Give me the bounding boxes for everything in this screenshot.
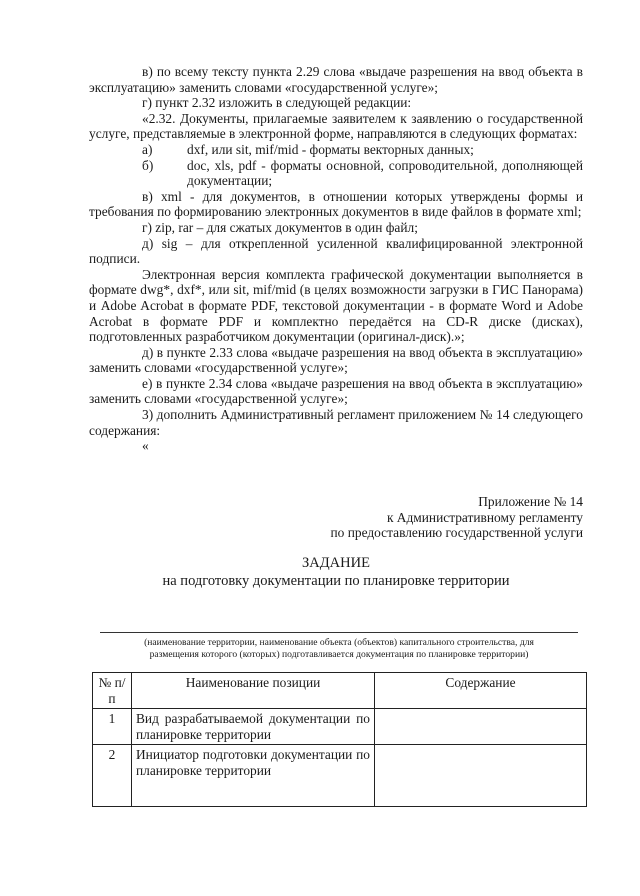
list-item-b [89, 158, 583, 189]
table-row [93, 745, 587, 807]
list-text: doc, xls, pdf - форматы основной, сопроводительной, дополняющей документации; [187, 157, 583, 189]
paragraph-electronic: Электронная версия комплекта графической документации выполняется в формате dwg*, dxf*, или sit, mif/mid (в целях возможности загрузки в ГИС Панорама) и Adobe Acrobat в формате PDF, текстовой документации - в формате Word и Adobe Acrobat в формате PDF и комплектно передаётся на CD-R диске (дисках), подготовленных разработчиком документации (оригинал-диск).»; [89, 266, 583, 345]
list-marker: а) [142, 141, 153, 157]
paragraph-xml: в) xml - для документов, в отношении которых утверждены формы и требования по формированию электронных документов в виде файлов в формате xml; [89, 188, 583, 220]
paragraph-3: 3) дополнить Административный регламент приложением № 14 следующего содержания: [89, 407, 583, 438]
paragraph-2-34: е) в пункте 2.34 слова «выдаче разрешения на ввод объекта в эксплуатацию» заменить словами «государственной услуге»; [89, 375, 583, 407]
paragraph-g: г) пункт 2.32 изложить в следующей редакции: [142, 95, 412, 111]
caption-line-2: размещения которого (которых) подготавливается документация по планировке территории) [149, 649, 529, 660]
appendix-line-3: по предоставлению государственной услуги [330, 525, 583, 541]
list-item-a [89, 142, 583, 158]
row-name-text: Вид разрабатываемой документации по планировке территории [136, 711, 370, 742]
paragraph-2-32: «2.32. Документы, прилагаемые заявителем к заявлению о государственной услуге, представляемые в электронной форме, направляются в следующих форматах: [89, 110, 583, 142]
body-text [89, 64, 583, 454]
title-main: ЗАДАНИЕ [302, 555, 370, 571]
paragraph-zip: г) zip, rar – для сжатых документов в один файл; [142, 219, 418, 235]
paragraph-sig: д) sig – для открепленной усиленной квалифицированной электронной подписи. [89, 235, 583, 267]
row-content [375, 745, 587, 807]
row-content [375, 709, 587, 745]
quote-open: « [142, 438, 149, 454]
task-table [92, 672, 587, 807]
list-marker: б) [142, 157, 154, 173]
list-text: dxf, или sit, mif/mid - форматы векторных данных; [187, 141, 474, 157]
paragraph-2-33: д) в пункте 2.33 слова «выдаче разрешения на ввод объекта в эксплуатацию» заменить словами «государственной услуге»; [89, 344, 583, 376]
appendix-header [89, 494, 583, 541]
row-number: 1 [93, 709, 132, 745]
header-position: Наименование позиции [132, 673, 375, 709]
fill-in-caption [89, 637, 589, 661]
appendix-line-2: к Административному регламенту [386, 509, 583, 525]
row-number: 2 [93, 745, 132, 807]
table-row [93, 709, 587, 745]
title-sub: на подготовку документации по планировке территории [162, 573, 510, 589]
caption-line-1: (наименование территории, наименование объекта (объектов) капитального строительства, для [144, 637, 534, 648]
document-title [89, 554, 583, 590]
row-name-text: Инициатор подготовки документации по планировке территории [136, 747, 370, 778]
table-header-row [93, 673, 587, 709]
header-number: № п/п [93, 673, 132, 709]
paragraph-v: в) по всему тексту пункта 2.29 слова «выдаче разрешения на ввод объекта в эксплуатацию» заменить словами «государственной услуге»; [89, 64, 583, 95]
row-name [132, 709, 375, 745]
header-content: Содержание [375, 673, 587, 709]
row-name [132, 745, 375, 807]
appendix-line-1: Приложение № 14 [478, 494, 583, 509]
fill-in-line [100, 632, 578, 633]
